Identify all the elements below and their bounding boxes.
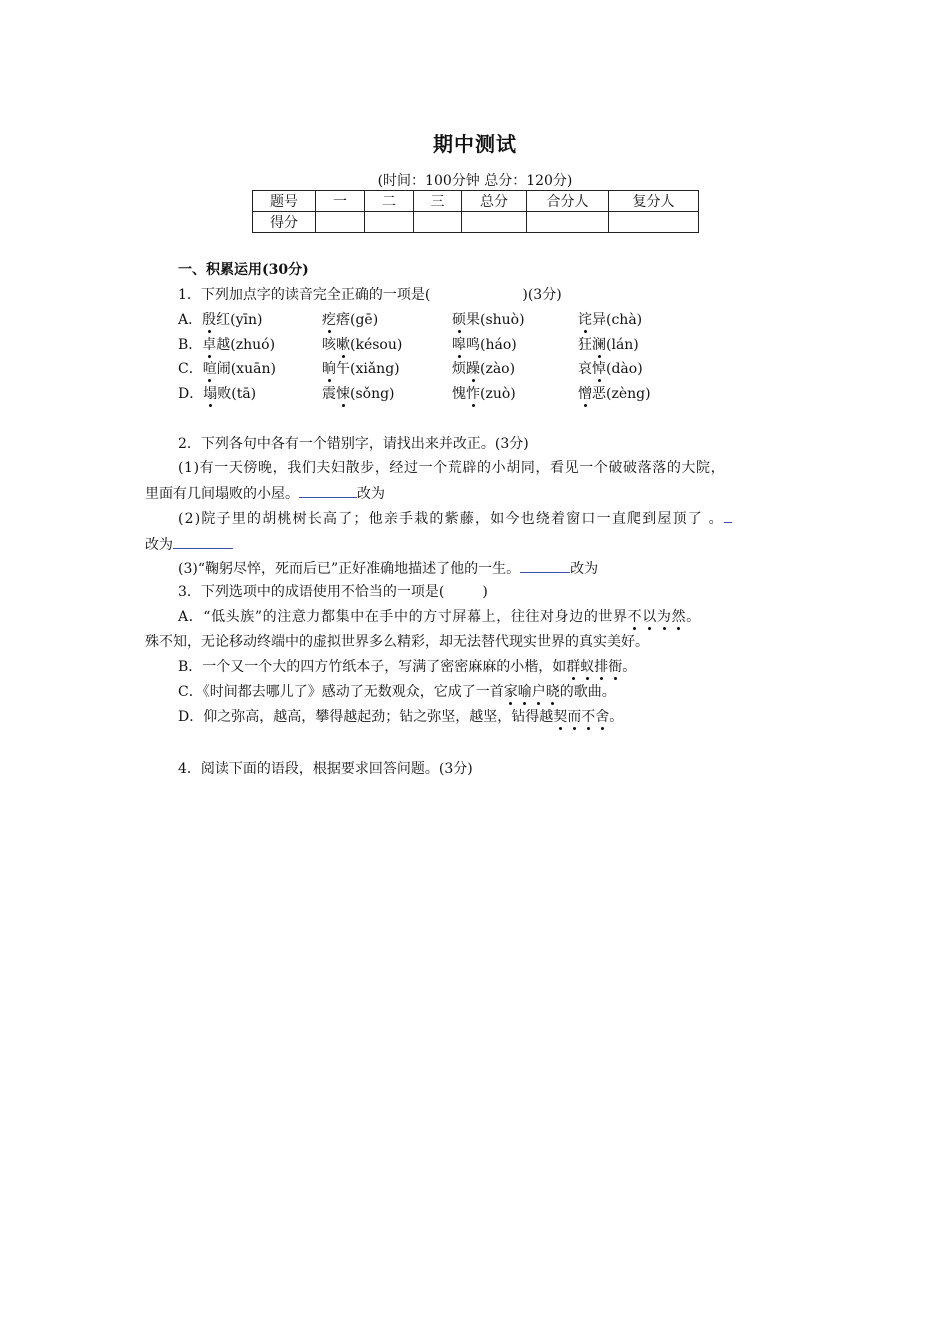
option-reading: 瘩(gē) [336, 312, 379, 328]
q3-d-end: 。 [609, 709, 624, 725]
q2-s2-line1 [178, 508, 732, 529]
dotted-char: 为 [656, 609, 672, 625]
q3-a-text: A．“低头族”的注意力都集中在手中的方寸屏幕上，往往对身边的世界 [178, 609, 628, 625]
q1-option-c-item [452, 359, 515, 379]
option-reading: (zuò) [480, 386, 516, 402]
dotted-char: 契 [553, 709, 568, 725]
score-cell[interactable] [609, 212, 699, 233]
q1-option-a-item [452, 310, 525, 330]
q3-a-end: 。 [686, 609, 701, 625]
q4-stem: 4．阅读下面的语段，根据要求回答问题。(3分) [178, 761, 473, 777]
dotted-char: 怍 [466, 386, 480, 402]
q1-option-b-item [578, 335, 639, 355]
dotted-char: 不 [627, 609, 643, 625]
option-prefix: 愧 [452, 386, 466, 402]
q3-option-d [178, 707, 623, 727]
dotted-char: 户 [531, 684, 546, 700]
header-cell: 二 [365, 191, 414, 212]
option-prefix: A． [178, 312, 203, 328]
q2-s3-text: (3)“鞠躬尽悴，死而后已”正好准确地描述了他的一生。 [178, 561, 521, 577]
option-reading: 败(tā) [217, 386, 257, 402]
option-reading: (dào) [606, 361, 643, 377]
dotted-char: 嗽 [336, 337, 350, 353]
score-table-header-row [253, 191, 699, 212]
option-reading: 越(zhuó) [216, 337, 276, 353]
dotted-char: 不 [581, 709, 596, 725]
q2-s2-prefix: 改为 [145, 537, 173, 553]
q3-option-c [178, 682, 616, 702]
q2-s1-text: 里面有几间塌败的小屋。 [145, 486, 299, 502]
row-label: 得分 [253, 212, 316, 233]
score-cell[interactable] [365, 212, 414, 233]
dotted-char: 群 [566, 659, 581, 675]
dotted-char: 澜 [592, 337, 606, 353]
dotted-char: 晓 [545, 684, 560, 700]
dotted-char: 以 [642, 609, 657, 625]
option-reading: (zào) [480, 361, 516, 377]
option-prefix: C． [178, 361, 203, 377]
option-reading: 闹(xuān) [216, 361, 276, 377]
option-reading: 红(yīn) [216, 312, 263, 328]
q1-option-c-item [178, 359, 276, 379]
dotted-char: 家 [503, 684, 518, 700]
q1-option-b-item [178, 335, 275, 355]
q3-stem-text: 3．下列选项中的成语使用不恰当的一项是( [178, 584, 445, 600]
dotted-char: 而 [567, 709, 582, 725]
header-cell: 一 [316, 191, 365, 212]
option-reading: (lán) [606, 337, 639, 353]
option-reading: 恶(zèng) [592, 386, 651, 402]
option-reading: (sǒng) [350, 386, 395, 402]
score-cell[interactable] [414, 212, 462, 233]
score-cell[interactable] [316, 212, 365, 233]
q1-option-a-item [178, 310, 262, 330]
q1-option-b-item [452, 335, 517, 355]
dotted-char: 排 [594, 659, 609, 675]
dotted-char: 衙 [608, 659, 623, 675]
score-table-score-row [253, 212, 699, 233]
q2-s1-line1: (1)有一天傍晚，我们夫妇散步，经过一个荒辟的小胡同，看见一个破破落落的大院， [178, 460, 726, 476]
header-cell: 题号 [253, 191, 316, 212]
q3-b-end: 。 [622, 659, 637, 675]
q2-s2-blank-a[interactable] [724, 508, 732, 523]
q3-option-a-line2: 殊不知，无论移动终端中的虚拟世界多么精彩，却无法替代现实世界的真实美好。 [145, 634, 649, 650]
dotted-char: 殷 [202, 312, 217, 328]
q1-stem-text: 1．下列加点字的读音完全正确的一项是( [178, 287, 431, 303]
q1-stem [178, 285, 562, 305]
q3-option-a-line1 [178, 607, 701, 627]
q1-option-d-item [452, 384, 516, 404]
q2-s2-line2 [145, 534, 233, 555]
q3-option-b [178, 657, 636, 677]
q2-s2-blank-b[interactable] [173, 534, 233, 549]
option-reading: (késou) [350, 337, 403, 353]
q1-option-d-item [178, 384, 256, 404]
q3-b-text: B．一个又一个大的四方竹纸本子，写满了密密麻麻的小楷，如 [178, 659, 567, 675]
option-reading: 午(xiǎng) [336, 361, 400, 377]
dotted-char: 然 [671, 609, 687, 625]
dotted-char: 躁 [466, 361, 480, 377]
q2-s3-line [178, 558, 598, 579]
dotted-char: 喻 [517, 684, 532, 700]
section-heading: 一、积累运用(30分) [178, 262, 309, 278]
q3-c-text: C．《时间都去哪儿了》感动了无数观众，它成了一首 [178, 684, 504, 700]
dotted-char: 诧 [578, 312, 592, 328]
option-reading: 鸣(háo) [466, 337, 517, 353]
score-cell[interactable] [462, 212, 527, 233]
option-prefix: 震 [322, 386, 336, 402]
q2-s1-line2 [145, 483, 385, 504]
dotted-char: 悚 [336, 386, 350, 402]
q2-s3-blank[interactable] [520, 558, 570, 573]
option-prefix: 哀 [578, 361, 592, 377]
dotted-char: 舍 [595, 709, 610, 725]
dotted-char: 晌 [322, 361, 336, 377]
option-prefix: 狂 [578, 337, 592, 353]
dotted-char: 憎 [578, 386, 592, 402]
page-title: 期中测试 [433, 132, 517, 156]
dotted-char: 嗥 [452, 337, 466, 353]
q2-s3-after: 改为 [570, 561, 599, 577]
dotted-char: 悼 [592, 361, 606, 377]
q1-stem-score: )(3分) [522, 287, 562, 303]
header-cell: 总分 [462, 191, 527, 212]
q3-c-end: 的歌曲。 [559, 684, 616, 700]
option-prefix: 咳 [322, 337, 336, 353]
option-prefix: B． [178, 337, 203, 353]
dotted-char: 卓 [202, 337, 217, 353]
q2-stem: 2．下列各句中各有一个错别字，请找出来并改正。(3分) [178, 436, 529, 452]
q2-s1-blank[interactable] [299, 483, 357, 498]
q1-option-a-item [578, 310, 642, 330]
dotted-char: 喧 [202, 361, 217, 377]
header-cell: 合分人 [527, 191, 609, 212]
q1-option-d-item [578, 384, 651, 404]
q1-option-c-item [322, 359, 400, 379]
option-prefix: 烦 [452, 361, 466, 377]
q2-s1-after: 改为 [357, 486, 385, 502]
header-cell: 三 [414, 191, 462, 212]
dotted-char: 硕 [452, 312, 466, 328]
q3-d-text: D．仰之弥高，越高，攀得越起劲；钻之弥坚，越坚，钻得越 [178, 709, 554, 725]
q1-option-a-item [322, 310, 378, 330]
exam-meta: (时间：100分钟 总分：120分) [377, 173, 573, 189]
score-table [252, 190, 699, 233]
q2-s2-text: (2)院子里的胡桃树长高了；他亲手栽的紫藤，如今也绕着窗口一直爬到屋顶了 。 [178, 511, 724, 527]
option-reading: 果(shuò) [466, 312, 525, 328]
q1-option-b-item [322, 335, 402, 355]
dotted-char: 塌 [203, 386, 218, 402]
option-reading: 异(chà) [592, 312, 643, 328]
q1-option-d-item [322, 384, 395, 404]
header-cell: 复分人 [609, 191, 699, 212]
dotted-char: 蚁 [580, 659, 595, 675]
q3-stem [178, 582, 488, 602]
dotted-char: 疙 [322, 312, 336, 328]
option-prefix: D． [178, 386, 204, 402]
q3-stem-close: ) [482, 584, 488, 600]
q1-option-c-item [578, 359, 643, 379]
score-cell[interactable] [527, 212, 609, 233]
